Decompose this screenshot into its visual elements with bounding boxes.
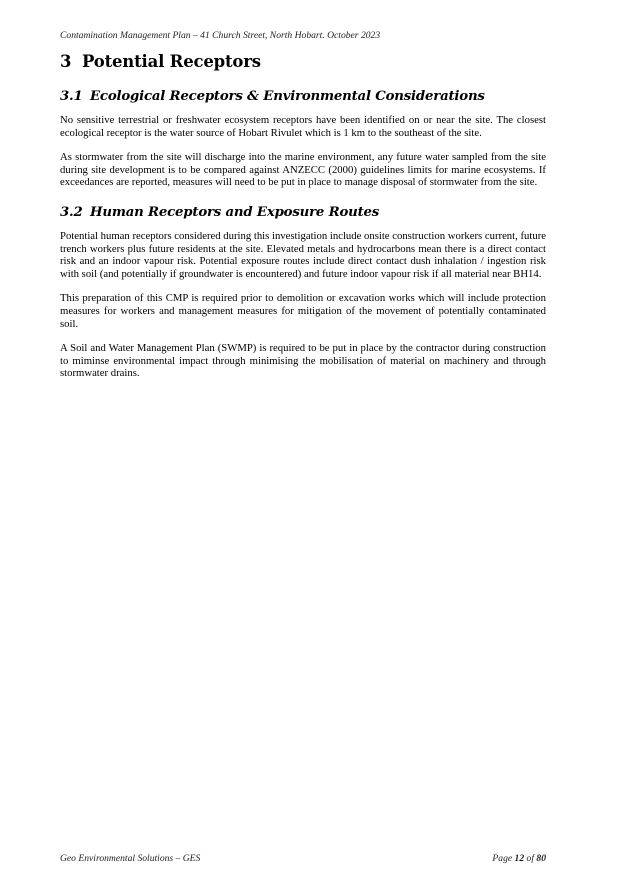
page-current: 12	[514, 853, 525, 864]
paragraph: This preparation of this CMP is required prior to demolition or excavation works which will include protection measures for workers and management measures for mitigation of the movement of potentially contaminated soil.	[60, 292, 546, 330]
paragraph: Potential human receptors considered during this investigation include onsite construction workers current, future trench workers plus future residents at the site. Elevated metals and hydrocarbons mean there is a direct contact risk and an indoor vapour risk. Potential exposure routes include direct contact dush inhalation / ingestion risk with soil (and potentially if groundwater is encountered) and future indoor vapour risk if all material near BH14.	[60, 229, 546, 280]
page-of: of	[526, 853, 534, 864]
section-title: Potential Receptors	[82, 52, 261, 71]
page-number	[492, 853, 546, 864]
subsection-number: 3.2	[60, 204, 83, 220]
page-total: 80	[536, 853, 546, 864]
paragraph: No sensitive terrestrial or freshwater ecosystem receptors have been identified on or near the site. The closest ecological receptor is the water source of Hobart Rivulet which is 1 km to the southeast of the site.	[60, 114, 546, 139]
paragraph: A Soil and Water Management Plan (SWMP) is required to be put in place by the contractor during construction to miminse environmental impact through minimising the mobilisation of material on machinery and through stormwater drains.	[60, 342, 546, 380]
subsection-number: 3.1	[60, 89, 83, 104]
document-body	[60, 52, 546, 392]
page-footer-company: Geo Environmental Solutions – GES	[60, 853, 201, 864]
paragraph: As stormwater from the site will discharge into the marine environment, any future water sampled from the site during site development is to be compared against ANZECC (2000) guidelines limits for marine ecosystems. If exceedances are reported, measures will need to be put in place to manage disposal of stormwater from the site.	[60, 151, 546, 189]
subsection-title: Ecological Receptors & Environmental Considerations	[90, 89, 485, 104]
page-header: Contamination Management Plan – 41 Church Street, North Hobart. October 2023	[60, 30, 381, 41]
section-number: 3	[60, 52, 72, 71]
subsection-heading-human	[60, 205, 546, 220]
subsection-heading-ecological	[60, 89, 546, 104]
page-prefix: Page	[492, 853, 513, 864]
subsection-title: Human Receptors and Exposure Routes	[90, 204, 380, 220]
section-heading	[60, 52, 546, 71]
